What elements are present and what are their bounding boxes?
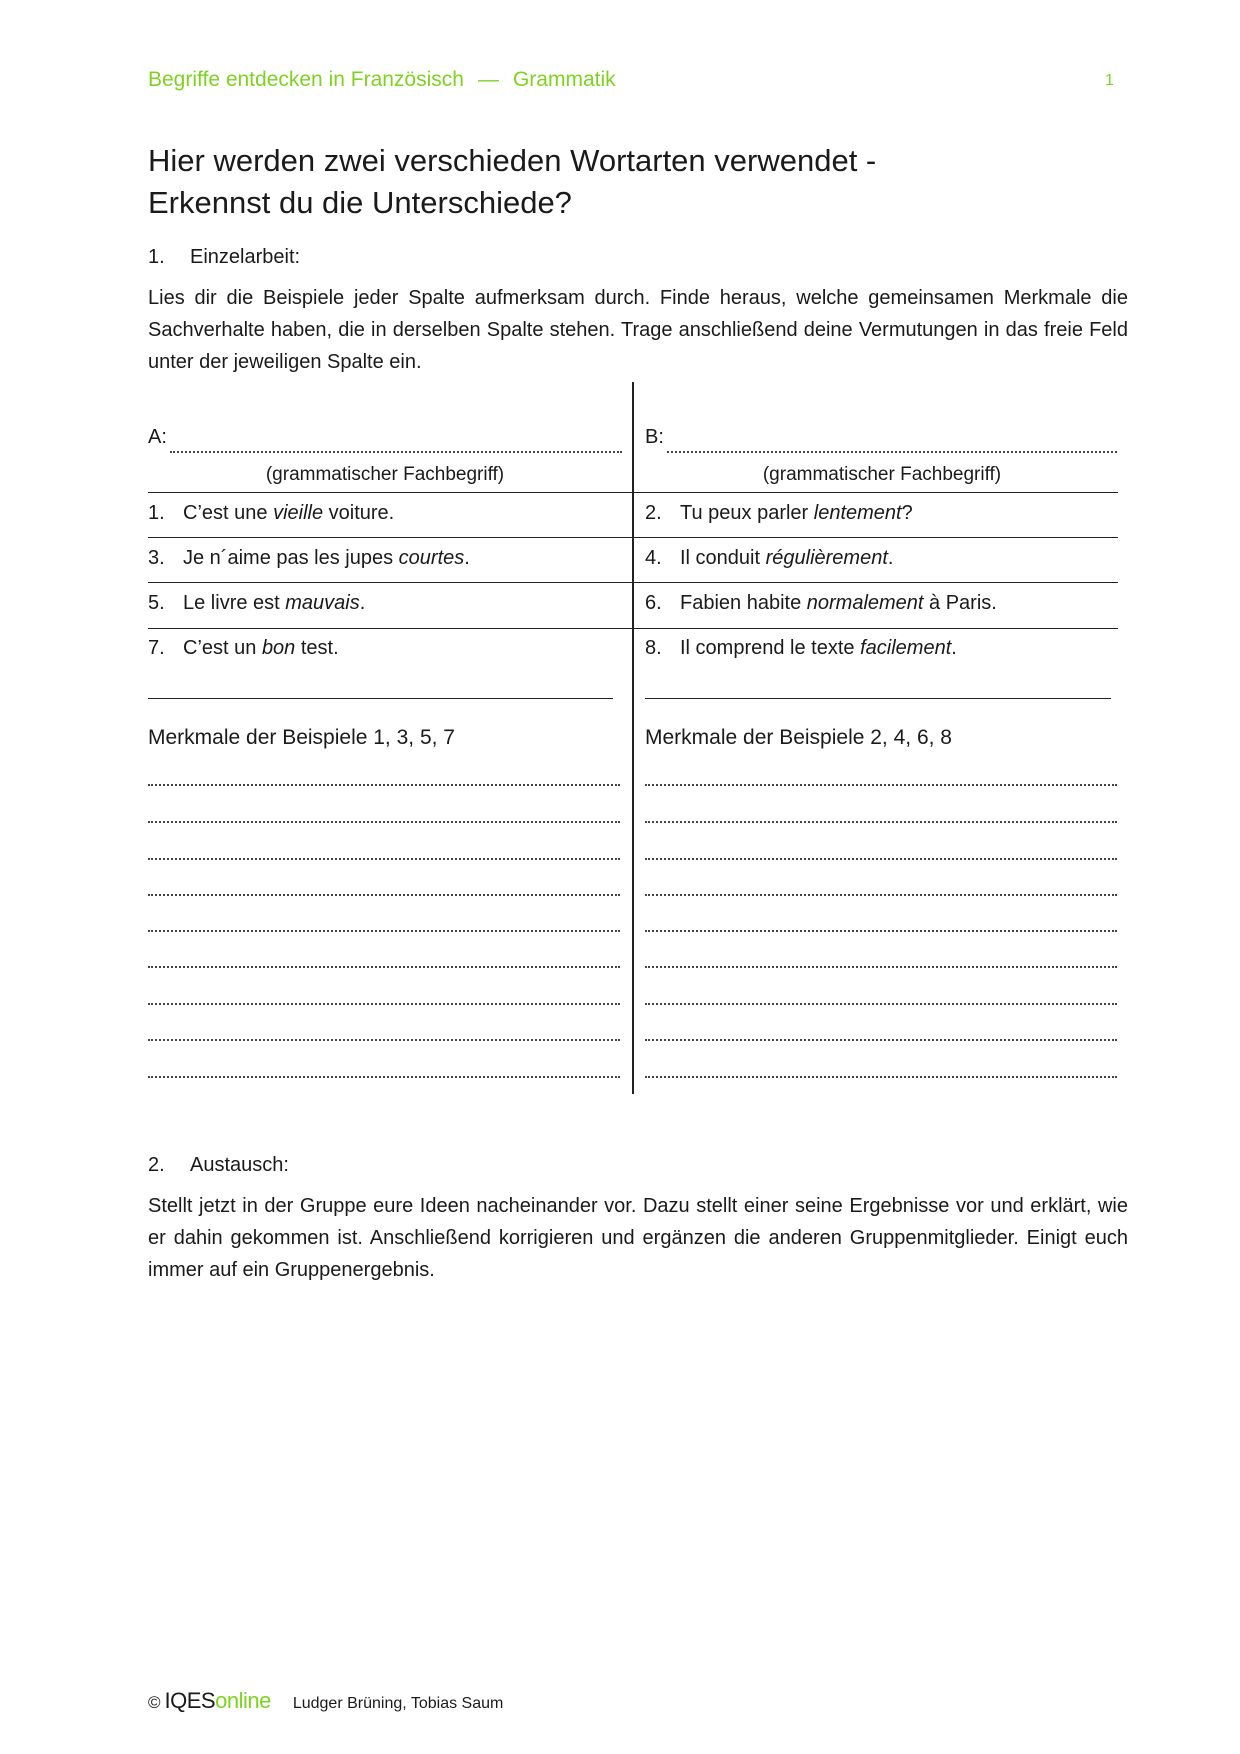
column-b-answer-line[interactable] xyxy=(645,1003,1117,1005)
example-number: 1. xyxy=(148,502,165,524)
example-row xyxy=(148,592,622,615)
table-line xyxy=(148,582,1118,583)
column-b-answer-line[interactable] xyxy=(645,1039,1117,1041)
example-text: Tu peux parler xyxy=(680,502,814,524)
example-text: . xyxy=(464,547,470,569)
column-a-answer-line[interactable] xyxy=(148,784,620,786)
footer xyxy=(148,1688,503,1714)
column-b-answer-line[interactable] xyxy=(645,821,1117,823)
page-number: 1 xyxy=(1105,72,1114,89)
example-keyword: mauvais xyxy=(285,592,360,614)
column-b-separator xyxy=(645,698,1111,699)
example-text: Je n´aime pas les jupes xyxy=(183,547,399,569)
example-text: . xyxy=(359,592,366,614)
example-text: C’est un xyxy=(183,637,262,659)
column-divider xyxy=(632,382,634,1094)
example-text: ? xyxy=(901,502,913,524)
column-b-term-field[interactable] xyxy=(667,451,1117,453)
header-subject: Begriffe entdecken in Französisch xyxy=(148,68,464,91)
example-row xyxy=(148,637,622,660)
table-line xyxy=(148,537,1118,538)
example-number: 6. xyxy=(645,592,662,614)
example-text: test. xyxy=(295,637,339,659)
example-keyword: bon xyxy=(261,637,296,659)
example-row xyxy=(645,502,1119,525)
example-row xyxy=(645,547,1119,570)
example-number: 7. xyxy=(148,637,165,659)
example-text: . xyxy=(951,637,957,659)
column-a-term-field[interactable] xyxy=(170,451,622,453)
example-number: 8. xyxy=(645,637,662,659)
example-text: à Paris. xyxy=(923,592,997,614)
column-a-answer-line[interactable] xyxy=(148,894,620,896)
section-2-heading xyxy=(148,1154,289,1177)
example-row xyxy=(645,637,1119,660)
example-row xyxy=(645,592,1119,615)
example-text: Fabien habite xyxy=(680,592,807,614)
column-b-merkmale-heading: Merkmale der Beispiele 2, 4, 6, 8 xyxy=(645,726,952,749)
authors: Ludger Brüning, Tobias Saum xyxy=(292,1695,504,1712)
header-separator: — xyxy=(477,68,499,91)
example-keyword: courtes xyxy=(398,547,465,569)
column-a-merkmale-heading: Merkmale der Beispiele 1, 3, 5, 7 xyxy=(148,726,455,749)
running-header xyxy=(148,68,616,92)
column-b-answer-line[interactable] xyxy=(645,966,1117,968)
column-a-answer-line[interactable] xyxy=(148,821,620,823)
example-number: 4. xyxy=(645,547,662,569)
example-text: Le livre est xyxy=(183,592,286,614)
example-text: voiture. xyxy=(323,502,395,524)
column-a-answer-line[interactable] xyxy=(148,858,620,860)
column-b-label-row xyxy=(645,424,1117,456)
example-text: C’est une xyxy=(183,502,274,524)
example-row xyxy=(148,502,622,525)
column-a-answer-line[interactable] xyxy=(148,1076,620,1078)
example-keyword: facilement xyxy=(860,637,952,659)
section-1-number: 1. xyxy=(148,246,165,268)
column-a-answer-line[interactable] xyxy=(148,1039,620,1041)
example-keyword: régulièrement xyxy=(765,547,888,569)
example-number: 2. xyxy=(645,502,662,524)
column-a-separator xyxy=(148,698,613,699)
section-2-title: Austausch: xyxy=(190,1154,289,1176)
header-topic: Grammatik xyxy=(512,68,616,91)
example-number: 3. xyxy=(148,547,165,569)
section-1-heading xyxy=(148,246,300,269)
column-b-answer-line[interactable] xyxy=(645,894,1117,896)
column-b-answer-line[interactable] xyxy=(645,1076,1117,1078)
iqes-logo-accent: online xyxy=(215,1688,271,1713)
copyright-symbol: © xyxy=(148,1693,161,1712)
section-1-title: Einzelarbeit: xyxy=(190,246,301,268)
column-a-answer-line[interactable] xyxy=(148,930,620,932)
section-2-number: 2. xyxy=(148,1154,165,1176)
section-1-instructions: Lies dir die Beispiele jeder Spalte aufmerksam durch. Finde heraus, welche gemeinsamen Merkmale die Sachverhalte haben, die in derselben Spalte stehen. Trage anschließend deine Vermutungen in das freie Feld unter der jeweiligen Spalte ein. xyxy=(148,287,1128,373)
example-keyword: vieille xyxy=(273,502,324,524)
column-b-hint: (grammatischer Fachbegriff) xyxy=(762,464,1002,485)
column-b-answer-line[interactable] xyxy=(645,784,1117,786)
table-line xyxy=(148,492,1118,493)
example-text: Il comprend le texte xyxy=(680,637,861,659)
example-text: Il conduit xyxy=(680,547,766,569)
column-a-label: A: xyxy=(148,426,167,448)
page-title xyxy=(148,140,1148,224)
example-keyword: normalement xyxy=(806,592,924,614)
section-2-instructions: Stellt jetzt in der Gruppe eure Ideen nacheinander vor. Dazu stellt einer seine Ergebnisse vor und erklärt, wie er dahin gekommen ist. Anschließend korrigieren und ergänzen die anderen Gruppenmitglieder. Einigt euch immer auf ein Gruppenergebnis. xyxy=(148,1195,1128,1281)
example-keyword: lentement xyxy=(813,502,902,524)
column-b-label: B: xyxy=(645,426,664,448)
iqes-logo: IQES xyxy=(164,1688,216,1713)
column-a-answer-line[interactable] xyxy=(148,1003,620,1005)
example-row xyxy=(148,547,622,570)
column-a-label-row xyxy=(148,424,622,456)
column-b-answer-line[interactable] xyxy=(645,858,1117,860)
column-a-hint: (grammatischer Fachbegriff) xyxy=(265,464,505,485)
title-line-2: Erkennst du die Unterschiede? xyxy=(148,185,572,220)
example-text: . xyxy=(887,547,894,569)
column-b-answer-line[interactable] xyxy=(645,930,1117,932)
table-line xyxy=(148,628,1118,629)
column-a-answer-line[interactable] xyxy=(148,966,620,968)
example-number: 5. xyxy=(148,592,165,614)
title-line-1: Hier werden zwei verschieden Wortarten verwendet - xyxy=(148,143,877,178)
